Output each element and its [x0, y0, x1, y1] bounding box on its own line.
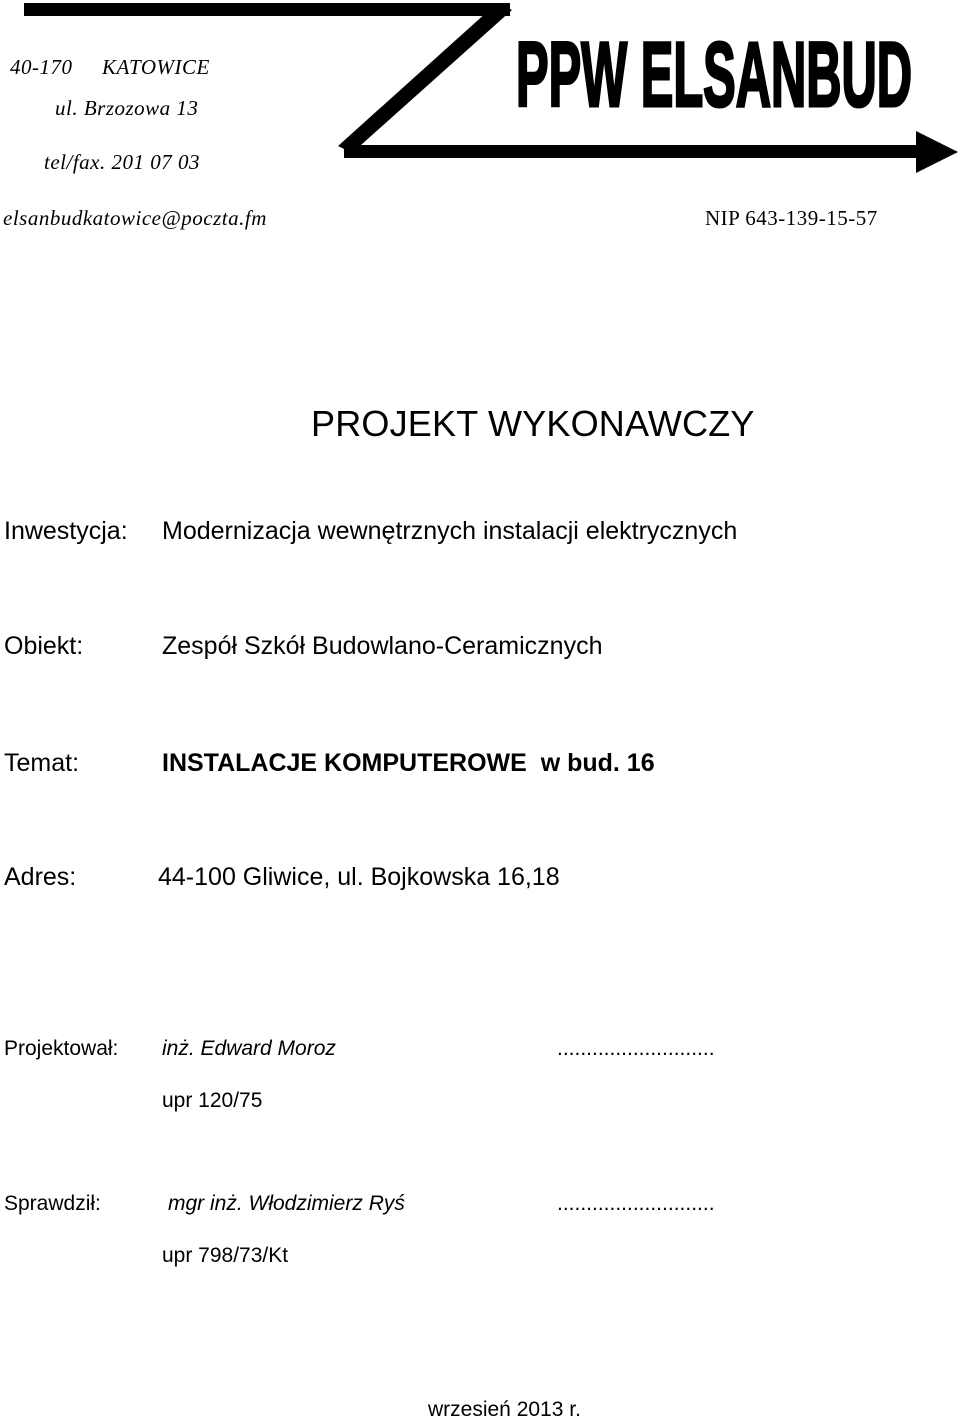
object-value: Zespół Szkół Budowlano-Ceramicznych [162, 632, 603, 660]
logo-top-bar [24, 3, 510, 16]
investment-label: Inwestycja: [4, 517, 128, 545]
document-date: wrzesień 2013 r. [428, 1398, 581, 1421]
checker-signature-line: ........................... [557, 1192, 715, 1215]
phone: tel/fax. 201 07 03 [44, 150, 200, 174]
logo-bottom-bar [344, 145, 920, 158]
designer-name: inż. Edward Moroz [162, 1037, 336, 1060]
logo-text: PPW ELSANBUD [516, 24, 912, 126]
object-label: Obiekt: [4, 632, 84, 660]
nip: NIP 643-139-15-57 [705, 206, 878, 230]
logo-arrow-head [916, 131, 958, 173]
street: ul. Brzozowa 13 [55, 96, 199, 120]
email: elsanbudkatowice@poczta.fm [3, 206, 267, 230]
checker-name: mgr inż. Włodzimierz Ryś [168, 1192, 405, 1215]
document-title: PROJEKT WYKONAWCZY [311, 403, 755, 444]
topic-value: INSTALACJE KOMPUTEROWE w bud. 16 [162, 749, 655, 777]
address-label: Adres: [4, 863, 77, 891]
designer-license: upr 120/75 [162, 1089, 263, 1112]
logo-diagonal [338, 3, 512, 153]
topic-label: Temat: [4, 749, 80, 777]
designer-label: Projektował: [4, 1037, 119, 1060]
investment-value: Modernizacja wewnętrznych instalacji elektrycznych [162, 517, 738, 545]
postal-code: 40-170 [10, 55, 73, 79]
designer-signature-line: ........................... [557, 1037, 715, 1060]
city: KATOWICE [102, 55, 210, 79]
address-value: 44-100 Gliwice, ul. Bojkowska 16,18 [158, 863, 560, 891]
checker-license: upr 798/73/Kt [162, 1244, 289, 1267]
checker-label: Sprawdził: [4, 1192, 101, 1215]
